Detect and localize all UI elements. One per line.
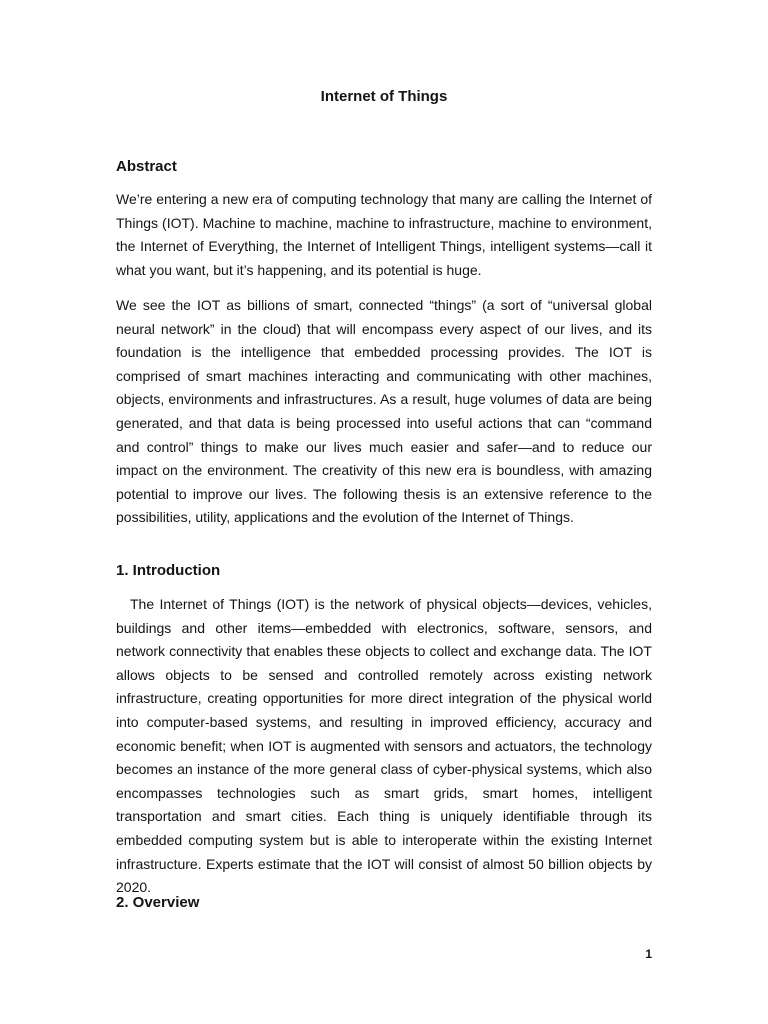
abstract-paragraph-2: We see the IOT as billions of smart, connected “things” (a sort of “universal global neural network” in the cloud) that will encompass every aspect of our lives, and its foundation is the intelligence that embedded processing provides. The IOT is comprised of smart machines interacting and communicating with other machines, objects, environments and infrastructures. As a result, huge volumes of data are being generated, and that data is being processed into useful actions that can “command and control” things to make our lives much easier and safer—and to reduce our impact on the environment. The creativity of this new era is boundless, with amazing potential to improve our lives. The following thesis is an extensive reference to the possibilities, utility, applications and the evolution of the Internet of Things. [116,297,652,526]
abstract-heading: Abstract [116,158,177,175]
abstract-paragraph-1: We’re entering a new era of computing technology that many are calling the Internet of Things (IOT). Machine to machine, machine to infrastructure, machine to environment, the Internet of Everything, the Internet of Intelligent Things, intelligent systems—call it what you want, but it’s happening, and its potential is huge. [116,191,652,278]
introduction-heading: 1. Introduction [116,562,221,579]
document-title: Internet of Things [320,88,448,105]
page-number: 1 [645,947,652,961]
overview-heading: 2. Overview [116,894,200,911]
introduction-paragraph: The Internet of Things (IOT) is the network of physical objects—devices, vehicles, buildings and other items—embedded with electronics, software, sensors, and network connectivity that enables these objects to collect and exchange data. The IOT allows objects to be sensed and controlled remotely across existing network infrastructure, creating opportunities for more direct integration of the physical world into computer-based systems, and resulting in improved efficiency, accuracy and economic benefit; when IOT is augmented with sensors and actuators, the technology becomes an instance of the more general class of cyber-physical systems, which also encompasses technologies such as smart grids, smart homes, intelligent transportation and smart cities. Each thing is uniquely identifiable through its embedded computing system but is able to interoperate within the existing Internet infrastructure. Experts estimate that the IOT will consist of almost 50 billion objects by 2020. [116,596,652,896]
